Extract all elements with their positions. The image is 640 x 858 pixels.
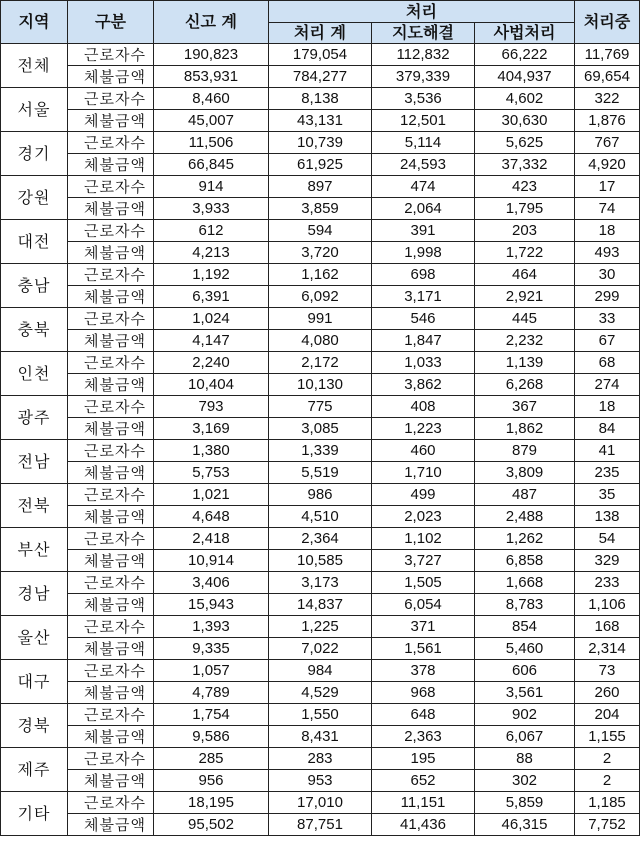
table-row [1,748,640,770]
cell-processed-total-workers: 594 [269,220,372,242]
cell-pending-amount: 1,876 [575,110,640,132]
table-row [1,198,640,220]
cell-pending-amount: 1,155 [575,726,640,748]
cell-processed-total-amount: 14,837 [269,594,372,616]
cell-processed-total-workers: 3,173 [269,572,372,594]
cell-processed-total-amount: 953 [269,770,372,792]
cell-guidance-amount: 6,054 [372,594,475,616]
cell-reported-amount: 10,404 [154,374,269,396]
cell-legal-workers: 902 [475,704,575,726]
region-label: 서울 [1,88,68,132]
cell-guidance-amount: 3,171 [372,286,475,308]
cell-pending-workers: 322 [575,88,640,110]
region-label: 전남 [1,440,68,484]
cell-legal-amount: 8,783 [475,594,575,616]
cell-guidance-amount: 2,064 [372,198,475,220]
cell-pending-workers: 204 [575,704,640,726]
table-row [1,418,640,440]
header-pending: 처리중 [575,1,640,44]
table-header [1,1,640,44]
region-label: 전체 [1,44,68,88]
cell-processed-total-workers: 984 [269,660,372,682]
row-kind-workers: 근로자수 [68,440,154,462]
table-row [1,242,640,264]
table-row [1,110,640,132]
cell-reported-amount: 3,933 [154,198,269,220]
cell-reported-amount: 10,914 [154,550,269,572]
cell-processed-total-workers: 8,138 [269,88,372,110]
cell-pending-amount: 299 [575,286,640,308]
cell-legal-workers: 5,859 [475,792,575,814]
cell-pending-amount: 235 [575,462,640,484]
cell-guidance-workers: 3,536 [372,88,475,110]
cell-legal-workers: 487 [475,484,575,506]
cell-processed-total-amount: 4,510 [269,506,372,528]
header-kind: 구분 [68,1,154,44]
cell-processed-total-workers: 897 [269,176,372,198]
row-kind-amount: 체불금액 [68,242,154,264]
cell-legal-amount: 6,858 [475,550,575,572]
table-body [1,44,640,836]
row-kind-workers: 근로자수 [68,572,154,594]
cell-processed-total-amount: 3,085 [269,418,372,440]
cell-guidance-amount: 41,436 [372,814,475,836]
cell-guidance-workers: 11,151 [372,792,475,814]
row-kind-amount: 체불금액 [68,286,154,308]
cell-reported-amount: 956 [154,770,269,792]
row-kind-workers: 근로자수 [68,264,154,286]
cell-pending-workers: 233 [575,572,640,594]
cell-processed-total-workers: 2,364 [269,528,372,550]
cell-processed-total-amount: 6,092 [269,286,372,308]
cell-legal-workers: 367 [475,396,575,418]
table-row [1,462,640,484]
cell-pending-amount: 1,106 [575,594,640,616]
cell-guidance-workers: 378 [372,660,475,682]
table-row [1,220,640,242]
cell-pending-amount: 67 [575,330,640,352]
table-row [1,616,640,638]
cell-processed-total-workers: 991 [269,308,372,330]
cell-processed-total-amount: 5,519 [269,462,372,484]
cell-pending-amount: 2,314 [575,638,640,660]
cell-pending-amount: 329 [575,550,640,572]
region-label: 경기 [1,132,68,176]
cell-legal-amount: 5,460 [475,638,575,660]
cell-reported-workers: 1,057 [154,660,269,682]
cell-pending-workers: 2 [575,748,640,770]
cell-reported-amount: 4,147 [154,330,269,352]
cell-reported-amount: 15,943 [154,594,269,616]
cell-legal-amount: 3,809 [475,462,575,484]
region-label: 대전 [1,220,68,264]
table-row [1,44,640,66]
cell-legal-amount: 37,332 [475,154,575,176]
cell-guidance-amount: 1,710 [372,462,475,484]
cell-guidance-workers: 408 [372,396,475,418]
region-label: 경남 [1,572,68,616]
table-row [1,264,640,286]
cell-guidance-amount: 1,998 [372,242,475,264]
header-reported: 신고 계 [154,1,269,44]
cell-guidance-workers: 1,033 [372,352,475,374]
cell-reported-amount: 9,586 [154,726,269,748]
table-row [1,726,640,748]
cell-legal-amount: 1,862 [475,418,575,440]
cell-processed-total-workers: 179,054 [269,44,372,66]
cell-processed-total-amount: 87,751 [269,814,372,836]
cell-pending-amount: 260 [575,682,640,704]
cell-processed-total-amount: 43,131 [269,110,372,132]
row-kind-workers: 근로자수 [68,616,154,638]
table-row [1,440,640,462]
table-row [1,352,640,374]
row-kind-amount: 체불금액 [68,374,154,396]
cell-processed-total-amount: 10,585 [269,550,372,572]
row-kind-workers: 근로자수 [68,484,154,506]
row-kind-workers: 근로자수 [68,44,154,66]
cell-guidance-amount: 3,862 [372,374,475,396]
table-row [1,484,640,506]
cell-guidance-workers: 1,102 [372,528,475,550]
table-row [1,704,640,726]
cell-reported-workers: 190,823 [154,44,269,66]
cell-legal-workers: 445 [475,308,575,330]
cell-processed-total-workers: 986 [269,484,372,506]
table-row [1,132,640,154]
table-row [1,506,640,528]
cell-legal-amount: 6,268 [475,374,575,396]
table-row [1,638,640,660]
cell-pending-workers: 18 [575,396,640,418]
cell-guidance-amount: 2,363 [372,726,475,748]
cell-pending-amount: 7,752 [575,814,640,836]
row-kind-amount: 체불금액 [68,418,154,440]
cell-guidance-amount: 652 [372,770,475,792]
header-legal: 사법처리 [475,23,575,44]
cell-processed-total-amount: 10,130 [269,374,372,396]
cell-legal-workers: 88 [475,748,575,770]
cell-reported-workers: 18,195 [154,792,269,814]
table-row [1,66,640,88]
region-label: 부산 [1,528,68,572]
cell-reported-workers: 2,418 [154,528,269,550]
row-kind-workers: 근로자수 [68,792,154,814]
cell-reported-amount: 6,391 [154,286,269,308]
cell-reported-workers: 1,754 [154,704,269,726]
row-kind-workers: 근로자수 [68,88,154,110]
row-kind-amount: 체불금액 [68,198,154,220]
cell-processed-total-workers: 2,172 [269,352,372,374]
table-row [1,572,640,594]
cell-reported-workers: 1,380 [154,440,269,462]
cell-pending-workers: 73 [575,660,640,682]
header-processed-total: 처리 계 [269,23,372,44]
table-row [1,528,640,550]
cell-guidance-workers: 5,114 [372,132,475,154]
cell-reported-amount: 66,845 [154,154,269,176]
table-row [1,330,640,352]
table-row [1,176,640,198]
cell-guidance-amount: 2,023 [372,506,475,528]
table-row [1,308,640,330]
cell-pending-workers: 68 [575,352,640,374]
cell-guidance-amount: 24,593 [372,154,475,176]
cell-legal-amount: 2,921 [475,286,575,308]
cell-legal-workers: 203 [475,220,575,242]
cell-reported-workers: 1,021 [154,484,269,506]
table-row [1,594,640,616]
cell-legal-amount: 46,315 [475,814,575,836]
table-row [1,154,640,176]
cell-legal-amount: 2,232 [475,330,575,352]
cell-guidance-amount: 1,847 [372,330,475,352]
cell-legal-workers: 423 [475,176,575,198]
cell-processed-total-workers: 10,739 [269,132,372,154]
row-kind-workers: 근로자수 [68,660,154,682]
table-row [1,396,640,418]
cell-pending-workers: 168 [575,616,640,638]
cell-reported-workers: 612 [154,220,269,242]
cell-legal-amount: 404,937 [475,66,575,88]
region-label: 기타 [1,792,68,836]
cell-pending-amount: 493 [575,242,640,264]
table-row [1,814,640,836]
cell-pending-workers: 18 [575,220,640,242]
cell-guidance-workers: 195 [372,748,475,770]
cell-legal-workers: 854 [475,616,575,638]
cell-reported-workers: 1,393 [154,616,269,638]
cell-pending-amount: 4,920 [575,154,640,176]
table-row [1,770,640,792]
cell-guidance-workers: 474 [372,176,475,198]
row-kind-amount: 체불금액 [68,638,154,660]
table-row [1,682,640,704]
row-kind-amount: 체불금액 [68,726,154,748]
cell-processed-total-workers: 283 [269,748,372,770]
cell-guidance-workers: 499 [372,484,475,506]
cell-processed-total-amount: 784,277 [269,66,372,88]
cell-processed-total-amount: 8,431 [269,726,372,748]
cell-reported-workers: 2,240 [154,352,269,374]
table-row [1,792,640,814]
cell-legal-amount: 30,630 [475,110,575,132]
row-kind-workers: 근로자수 [68,132,154,154]
header-region: 지역 [1,1,68,44]
cell-processed-total-amount: 3,859 [269,198,372,220]
cell-reported-amount: 5,753 [154,462,269,484]
region-label: 전북 [1,484,68,528]
cell-legal-workers: 464 [475,264,575,286]
cell-legal-amount: 2,488 [475,506,575,528]
cell-reported-workers: 1,024 [154,308,269,330]
row-kind-amount: 체불금액 [68,66,154,88]
header-processing-group: 처리 [269,1,575,23]
row-kind-amount: 체불금액 [68,770,154,792]
region-label: 충북 [1,308,68,352]
row-kind-workers: 근로자수 [68,352,154,374]
row-kind-amount: 체불금액 [68,814,154,836]
cell-pending-workers: 30 [575,264,640,286]
cell-pending-workers: 767 [575,132,640,154]
cell-pending-workers: 11,769 [575,44,640,66]
cell-guidance-amount: 12,501 [372,110,475,132]
header-guidance: 지도해결 [372,23,475,44]
cell-reported-amount: 4,648 [154,506,269,528]
cell-guidance-workers: 112,832 [372,44,475,66]
table-row [1,286,640,308]
cell-legal-amount: 1,795 [475,198,575,220]
cell-processed-total-workers: 1,550 [269,704,372,726]
cell-reported-workers: 8,460 [154,88,269,110]
row-kind-amount: 체불금액 [68,506,154,528]
cell-processed-total-workers: 1,162 [269,264,372,286]
region-label: 경북 [1,704,68,748]
cell-guidance-amount: 379,339 [372,66,475,88]
cell-processed-total-amount: 7,022 [269,638,372,660]
row-kind-workers: 근로자수 [68,220,154,242]
cell-processed-total-workers: 17,010 [269,792,372,814]
cell-reported-amount: 45,007 [154,110,269,132]
cell-pending-amount: 69,654 [575,66,640,88]
cell-reported-workers: 11,506 [154,132,269,154]
region-label: 강원 [1,176,68,220]
cell-reported-workers: 793 [154,396,269,418]
cell-reported-workers: 285 [154,748,269,770]
cell-guidance-amount: 1,223 [372,418,475,440]
cell-pending-amount: 84 [575,418,640,440]
row-kind-amount: 체불금액 [68,462,154,484]
cell-processed-total-workers: 775 [269,396,372,418]
table-row [1,660,640,682]
cell-guidance-workers: 1,505 [372,572,475,594]
row-kind-amount: 체불금액 [68,110,154,132]
row-kind-amount: 체불금액 [68,594,154,616]
table-row [1,374,640,396]
cell-processed-total-workers: 1,225 [269,616,372,638]
cell-guidance-amount: 3,727 [372,550,475,572]
cell-pending-workers: 54 [575,528,640,550]
cell-pending-amount: 74 [575,198,640,220]
cell-processed-total-amount: 4,529 [269,682,372,704]
cell-processed-total-workers: 1,339 [269,440,372,462]
row-kind-amount: 체불금액 [68,154,154,176]
region-label: 울산 [1,616,68,660]
cell-pending-amount: 2 [575,770,640,792]
cell-pending-amount: 138 [575,506,640,528]
table-row [1,550,640,572]
cell-guidance-workers: 546 [372,308,475,330]
cell-legal-workers: 1,139 [475,352,575,374]
cell-legal-workers: 66,222 [475,44,575,66]
cell-reported-amount: 9,335 [154,638,269,660]
cell-reported-amount: 3,169 [154,418,269,440]
cell-guidance-workers: 391 [372,220,475,242]
cell-processed-total-amount: 3,720 [269,242,372,264]
cell-guidance-workers: 648 [372,704,475,726]
cell-legal-amount: 3,561 [475,682,575,704]
cell-guidance-workers: 698 [372,264,475,286]
row-kind-workers: 근로자수 [68,528,154,550]
table-row [1,88,640,110]
row-kind-workers: 근로자수 [68,704,154,726]
region-label: 광주 [1,396,68,440]
cell-legal-amount: 1,722 [475,242,575,264]
cell-legal-workers: 879 [475,440,575,462]
cell-reported-workers: 3,406 [154,572,269,594]
cell-legal-workers: 606 [475,660,575,682]
cell-pending-amount: 274 [575,374,640,396]
region-label: 대구 [1,660,68,704]
cell-reported-amount: 4,789 [154,682,269,704]
row-kind-workers: 근로자수 [68,176,154,198]
row-kind-workers: 근로자수 [68,308,154,330]
region-label: 인천 [1,352,68,396]
region-label: 충남 [1,264,68,308]
cell-pending-workers: 41 [575,440,640,462]
cell-pending-workers: 33 [575,308,640,330]
cell-processed-total-amount: 61,925 [269,154,372,176]
cell-legal-workers: 1,262 [475,528,575,550]
row-kind-amount: 체불금액 [68,330,154,352]
row-kind-workers: 근로자수 [68,396,154,418]
region-label: 제주 [1,748,68,792]
row-kind-workers: 근로자수 [68,748,154,770]
cell-legal-amount: 302 [475,770,575,792]
cell-guidance-amount: 968 [372,682,475,704]
cell-guidance-workers: 460 [372,440,475,462]
cell-reported-workers: 1,192 [154,264,269,286]
cell-processed-total-amount: 4,080 [269,330,372,352]
cell-pending-workers: 35 [575,484,640,506]
cell-legal-amount: 6,067 [475,726,575,748]
cell-legal-workers: 5,625 [475,132,575,154]
cell-guidance-workers: 371 [372,616,475,638]
cell-guidance-amount: 1,561 [372,638,475,660]
cell-legal-workers: 1,668 [475,572,575,594]
row-kind-amount: 체불금액 [68,550,154,572]
cell-pending-workers: 17 [575,176,640,198]
row-kind-amount: 체불금액 [68,682,154,704]
cell-reported-workers: 914 [154,176,269,198]
cell-legal-workers: 4,602 [475,88,575,110]
cell-reported-amount: 853,931 [154,66,269,88]
cell-reported-amount: 4,213 [154,242,269,264]
cell-reported-amount: 95,502 [154,814,269,836]
cell-pending-workers: 1,185 [575,792,640,814]
